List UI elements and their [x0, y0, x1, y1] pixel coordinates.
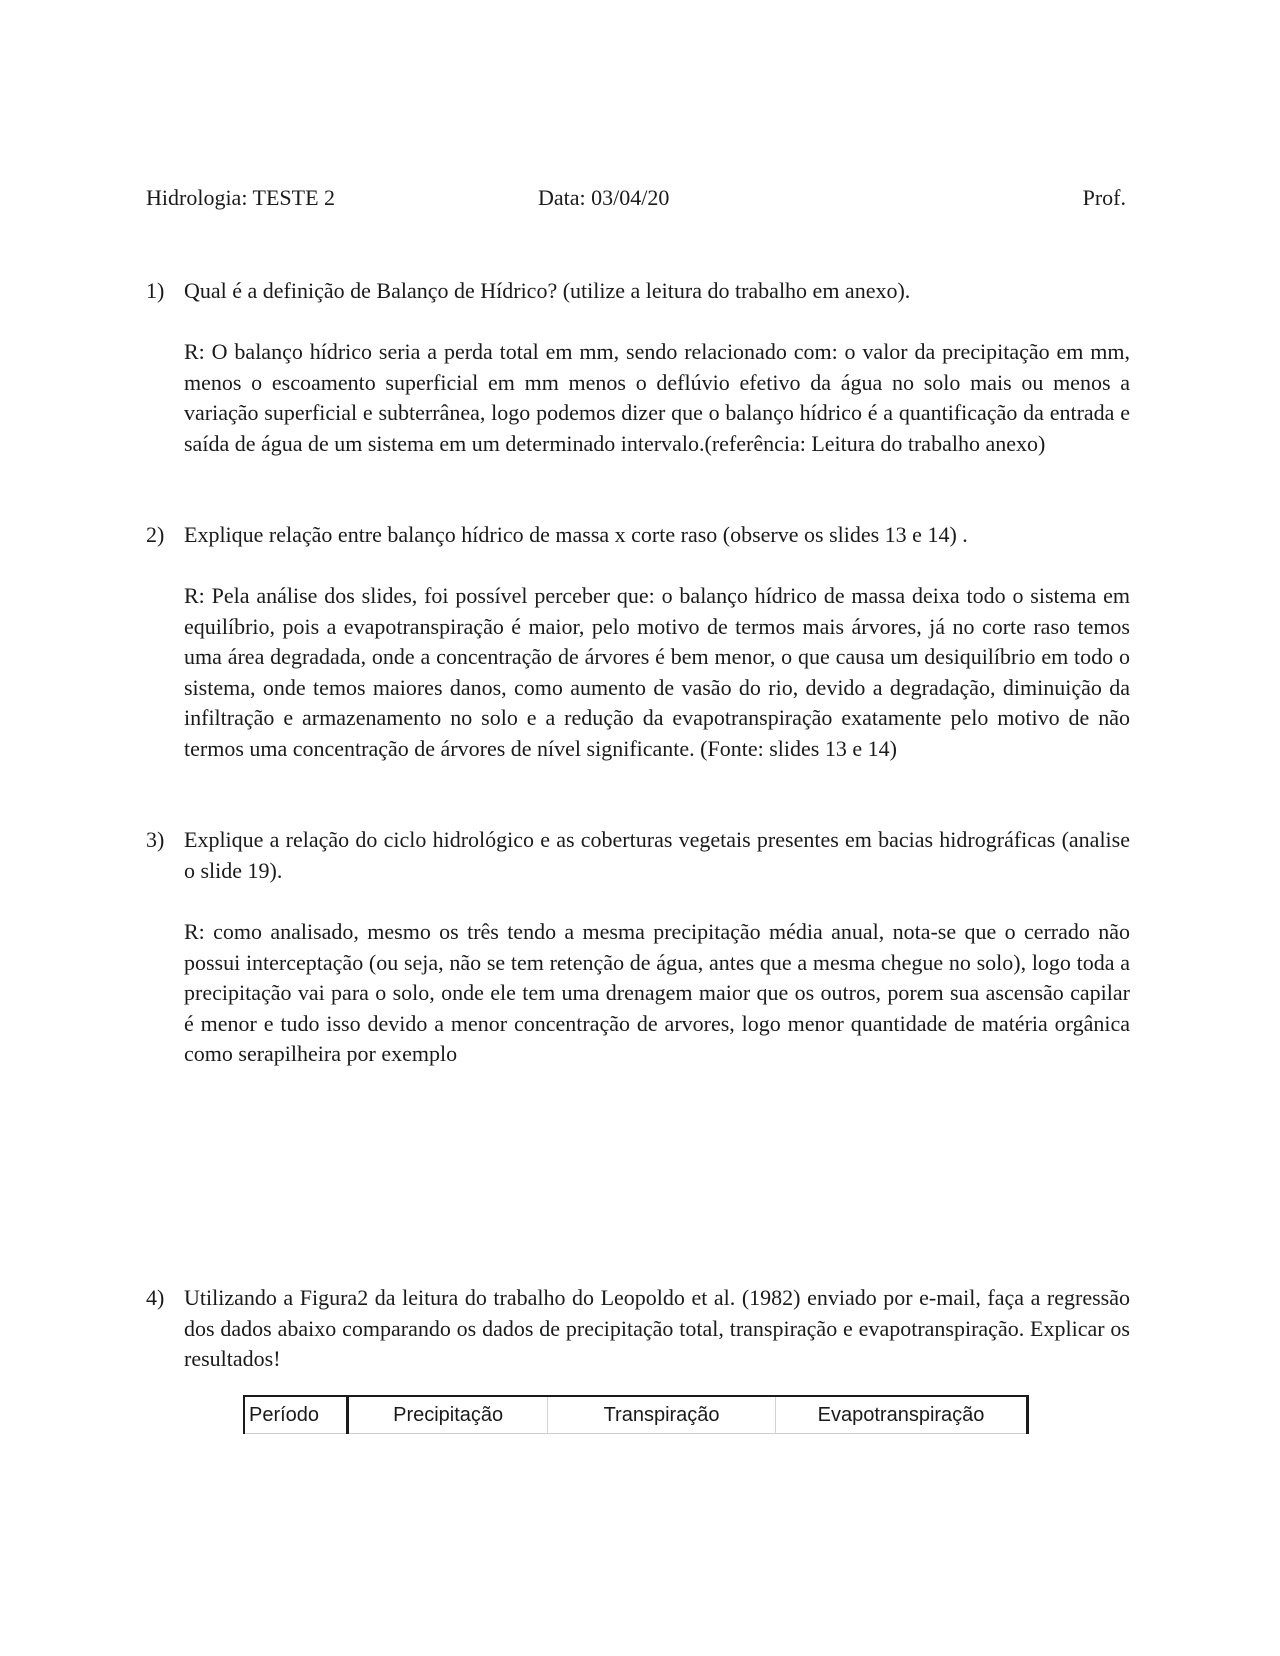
question-2 [146, 520, 1130, 551]
answer-3: R: como analisado, mesmo os três tendo a mesma precipitação média anual, nota-se que o cerrado não possui interceptação (ou seja, não se tem retenção de água, antes que a mesma chegue no solo), logo toda a precipitação vai para o solo, onde ele tem uma drenagem maior que os outros, porem sua ascensão capilar é menor e tudo isso devido a menor concentração de arvores, logo menor quantidade de matéria orgânica como serapilheira por exemplo [184, 919, 1130, 1066]
column-header-periodo: Período [244, 1396, 348, 1434]
question-4 [146, 1283, 1130, 1375]
column-header-transpiracao: Transpiração [548, 1396, 776, 1434]
question-text: Utilizando a Figura2 da leitura do trabalho do Leopoldo et al. (1982) enviado por e-mail, faça a regressão dos dados abaixo comparando os dados de precipitação total, transpiração e evapotranspiração. Explicar os resultados! [184, 1285, 1130, 1371]
header-date: Data: 03/04/20 [538, 185, 670, 210]
question-number: 2) [146, 522, 165, 547]
data-table-wrapper [243, 1395, 1029, 1434]
question-1 [146, 276, 1130, 307]
question-text: Explique relação entre balanço hídrico de massa x corte raso (observe os slides 13 e 14) . [184, 522, 968, 547]
data-table [243, 1395, 1029, 1434]
header-prof: Prof. [1082, 185, 1126, 210]
table-header-row [244, 1396, 1028, 1434]
column-header-precipitacao: Precipitação [348, 1396, 548, 1434]
question-number: 1) [146, 278, 165, 303]
question-number: 4) [146, 1285, 165, 1310]
question-number: 3) [146, 827, 165, 852]
answer-1: R: O balanço hídrico seria a perda total em mm, sendo relacionado com: o valor da precipitação em mm, menos o escoamento superficial em mm menos o deflúvio efetivo da água no solo mais ou menos a variação superficial e subterrânea, logo podemos dizer que o balanço hídrico é a quantificação da entrada e saída de água de um sistema em um determinado intervalo.(referência: Leitura do trabalho anexo) [184, 339, 1130, 456]
question-text: Explique a relação do ciclo hidrológico e as coberturas vegetais presentes em bacias hidrográficas (analise o slide 19). [184, 827, 1130, 883]
document-header [146, 181, 1126, 215]
question-3 [146, 825, 1130, 886]
question-text: Qual é a definição de Balanço de Hídrico? (utilize a leitura do trabalho em anexo). [184, 278, 911, 303]
answer-2: R: Pela análise dos slides, foi possível perceber que: o balanço hídrico de massa deixa todo o sistema em equilíbrio, pois a evapotranspiração é maior, pelo motivo de termos mais árvores, já no corte raso temos uma área degradada, onde a concentração de árvores é bem menor, o que causa um desiquilíbrio em todo o sistema, onde temos maiores danos, como aumento de vasão do rio, devido a degradação, diminuição da infiltração e armazenamento no solo e a redução da evapotranspiração exatamente pelo motivo de não termos uma concentração de árvores de nível significante. (Fonte: slides 13 e 14) [184, 583, 1130, 761]
header-title: Hidrologia: TESTE 2 [146, 185, 336, 210]
column-header-evapotranspiracao: Evapotranspiração [776, 1396, 1028, 1434]
